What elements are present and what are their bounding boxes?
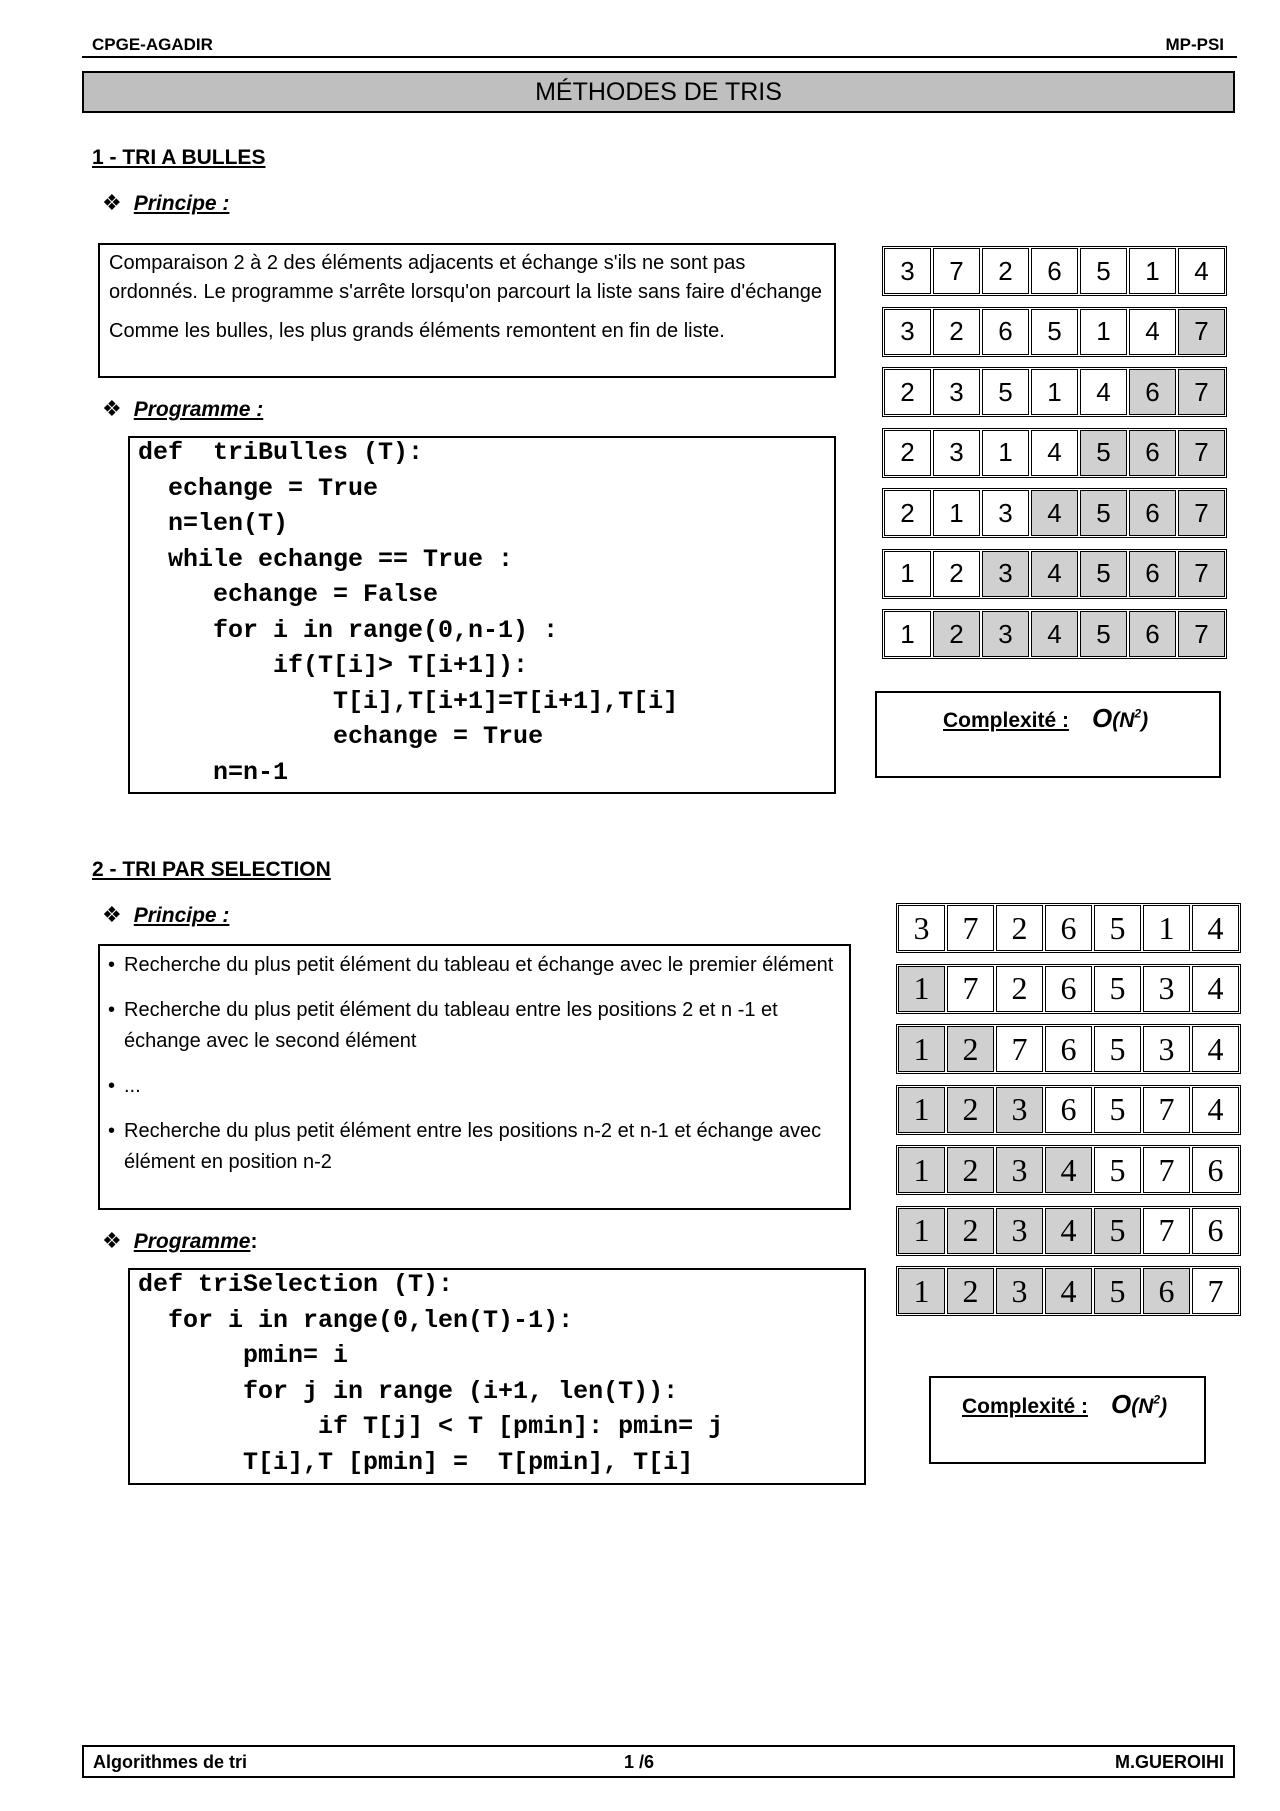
list-item (108, 995, 841, 1057)
array-row (896, 1206, 1241, 1256)
array-cell: 6 (1031, 248, 1078, 294)
array-cell: 2 (884, 430, 931, 476)
bubble-program-label: Programme : (133, 398, 264, 421)
bubble-program-heading (102, 396, 263, 422)
array-cell: 7 (1178, 309, 1225, 355)
array-cell: 2 (996, 966, 1043, 1012)
section-title-bubble: 1 - TRI A BULLES (92, 146, 266, 169)
array-cell: 7 (1178, 490, 1225, 536)
array-cell: 3 (933, 369, 980, 415)
page-title (82, 71, 1235, 113)
footer-course: Algorithmes de tri (93, 1752, 248, 1772)
diamond-bullet-icon: ❖ (102, 396, 122, 421)
array-cell: 3 (884, 248, 931, 294)
array-cell: 7 (996, 1026, 1043, 1072)
array-cell: 6 (1045, 1087, 1092, 1133)
array-cell: 5 (1094, 1026, 1141, 1072)
array-cell: 6 (1129, 430, 1176, 476)
code-line: for j in range (i+1, len(T)): (138, 1376, 679, 1406)
code-line: for i in range(0,n-1) : (138, 615, 559, 645)
array-cell: 5 (1094, 1147, 1141, 1193)
array-cell: 6 (1045, 905, 1092, 951)
array-row (896, 903, 1241, 953)
array-cell: 7 (1178, 611, 1225, 657)
complexity-close: ) (1160, 1395, 1168, 1418)
array-row (882, 307, 1227, 357)
code-line: T[i],T[i+1]=T[i+1],T[i] (138, 686, 679, 716)
array-cell: 4 (1045, 1208, 1092, 1254)
array-cell: 3 (933, 430, 980, 476)
bullet-mark: • (108, 1075, 116, 1097)
complexity-exponent: 2 (1153, 1392, 1161, 1407)
array-cell: 4 (1031, 611, 1078, 657)
array-cell: 2 (933, 551, 980, 597)
array-cell: 7 (1178, 551, 1225, 597)
complexity-label: Complexité : (962, 1395, 1089, 1418)
array-cell: 4 (1178, 248, 1225, 294)
array-cell: 1 (1129, 248, 1176, 294)
array-cell: 7 (1192, 1268, 1239, 1314)
array-row (896, 1024, 1241, 1074)
array-cell: 7 (947, 905, 994, 951)
complexity-close: ) (1141, 709, 1149, 732)
array-cell: 3 (996, 1268, 1043, 1314)
array-cell: 5 (1031, 309, 1078, 355)
array-cell: 4 (1080, 369, 1127, 415)
code-line: echange = False (138, 580, 439, 609)
array-cell: 4 (1129, 309, 1176, 355)
selection-principle-label: Principe : (133, 904, 230, 927)
array-cell: 7 (1178, 369, 1225, 415)
bubble-principle-label: Principe : (133, 192, 230, 215)
array-cell: 5 (1080, 551, 1127, 597)
code-line: n=len(T) (138, 509, 289, 538)
array-cell: 1 (898, 1268, 945, 1314)
complexity-n: (N (1131, 1395, 1154, 1418)
array-cell: 4 (1192, 1087, 1239, 1133)
diamond-bullet-icon: ❖ (102, 902, 122, 927)
code-line: if(T[i]> T[i+1]): (138, 651, 529, 680)
array-cell: 4 (1031, 551, 1078, 597)
array-cell: 1 (898, 1147, 945, 1193)
bullet-text: ... (124, 1075, 141, 1097)
array-row (882, 367, 1227, 417)
footer-author: M.GUEROIHI (1114, 1752, 1224, 1772)
array-cell: 7 (933, 248, 980, 294)
diamond-bullet-icon: ❖ (102, 1228, 122, 1253)
array-cell: 5 (1080, 248, 1127, 294)
array-cell: 4 (1045, 1268, 1092, 1314)
complexity-o: O (1111, 1389, 1132, 1419)
list-item (108, 1116, 841, 1178)
code-line: while echange == True : (138, 544, 514, 574)
code-line: echange = True (138, 722, 544, 751)
code-line: n=n-1 (138, 757, 289, 787)
header-rule (82, 56, 1237, 58)
array-cell: 3 (996, 1087, 1043, 1133)
bubble-complexity-box (875, 691, 1221, 778)
array-cell: 4 (1045, 1147, 1092, 1193)
array-cell: 5 (1080, 430, 1127, 476)
selection-principle-heading (102, 902, 229, 928)
array-cell: 2 (947, 1026, 994, 1072)
array-cell: 7 (1143, 1087, 1190, 1133)
array-row (882, 246, 1227, 296)
array-cell: 3 (898, 905, 945, 951)
bubble-principle-heading (102, 190, 229, 216)
array-cell: 2 (947, 1208, 994, 1254)
array-row (882, 609, 1227, 659)
array-cell: 6 (1129, 551, 1176, 597)
complexity-n: (N (1112, 709, 1135, 732)
array-row (896, 1266, 1241, 1316)
code-line: if T[j] < T [pmin]: pmin= j (138, 1412, 724, 1441)
complexity-exponent: 2 (1134, 706, 1142, 721)
array-cell: 2 (947, 1147, 994, 1193)
array-cell: 6 (1129, 490, 1176, 536)
list-item (108, 950, 841, 981)
array-cell: 1 (1143, 905, 1190, 951)
array-cell: 2 (982, 248, 1029, 294)
complexity-label: Complexité : (943, 709, 1070, 732)
array-row (896, 964, 1241, 1014)
array-cell: 1 (898, 1087, 945, 1133)
array-cell: 1 (982, 430, 1029, 476)
code-line: def triBulles (T): (138, 438, 424, 467)
bubble-principle-text-2: Comme les bulles, les plus grands éléments remontent en fin de liste. (109, 320, 725, 342)
array-cell: 5 (1080, 490, 1127, 536)
array-cell: 7 (1178, 430, 1225, 476)
bubble-code-block (128, 436, 836, 794)
array-cell: 6 (1192, 1147, 1239, 1193)
array-cell: 1 (933, 490, 980, 536)
array-cell: 5 (1094, 905, 1141, 951)
array-row (882, 488, 1227, 538)
array-cell: 1 (1031, 369, 1078, 415)
section-title-selection: 2 - TRI PAR SELECTION (92, 858, 331, 881)
bubble-principle-box (98, 243, 836, 378)
array-cell: 2 (996, 905, 1043, 951)
array-cell: 3 (982, 551, 1029, 597)
array-cell: 3 (1143, 1026, 1190, 1072)
array-cell: 3 (884, 309, 931, 355)
array-cell: 1 (898, 1208, 945, 1254)
selection-program-heading (102, 1228, 257, 1254)
array-cell: 2 (933, 611, 980, 657)
array-cell: 4 (1031, 430, 1078, 476)
bullet-text: Recherche du plus petit élément entre les positions n-2 et n-1 et échange avec élément en position n-2 (124, 1120, 822, 1173)
array-cell: 6 (982, 309, 1029, 355)
array-cell: 1 (884, 551, 931, 597)
bullet-mark: • (108, 1120, 116, 1142)
array-cell: 2 (947, 1087, 994, 1133)
array-cell: 2 (947, 1268, 994, 1314)
array-cell: 7 (1143, 1147, 1190, 1193)
array-cell: 5 (1094, 1208, 1141, 1254)
array-row (896, 1145, 1241, 1195)
bullet-mark: • (108, 954, 116, 976)
code-line: for i in range(0,len(T)-1): (138, 1305, 574, 1335)
array-cell: 5 (1094, 966, 1141, 1012)
array-cell: 1 (898, 966, 945, 1012)
array-cell: 3 (996, 1147, 1043, 1193)
array-cell: 5 (1080, 611, 1127, 657)
array-cell: 3 (982, 611, 1029, 657)
bubble-principle-text-1: Comparaison 2 à 2 des éléments adjacents et échange s'ils ne sont pas ordonnés. Le programme s'arrête lorsqu'on parcourt la liste sans faire d'échange (109, 252, 822, 303)
page-title-text: MÉTHODES DE TRIS (535, 78, 782, 106)
footer-page-number: 1 /6 (624, 1752, 655, 1772)
array-cell: 6 (1192, 1208, 1239, 1254)
array-cell: 7 (947, 966, 994, 1012)
array-cell: 6 (1143, 1268, 1190, 1314)
array-cell: 1 (898, 1026, 945, 1072)
bullet-text: Recherche du plus petit élément du tableau et échange avec le premier élément (124, 954, 834, 976)
array-cell: 1 (1080, 309, 1127, 355)
array-cell: 7 (1143, 1208, 1190, 1254)
selection-principle-box (98, 944, 851, 1210)
array-row (882, 549, 1227, 599)
selection-complexity-box (929, 1376, 1206, 1464)
array-cell: 4 (1192, 966, 1239, 1012)
list-item (108, 1071, 841, 1102)
complexity-value (1111, 1389, 1167, 1420)
array-cell: 3 (1143, 966, 1190, 1012)
bullet-mark: • (108, 999, 116, 1021)
complexity-value (1092, 703, 1148, 734)
array-cell: 5 (1094, 1268, 1141, 1314)
array-cell: 4 (1031, 490, 1078, 536)
array-cell: 5 (982, 369, 1029, 415)
diamond-bullet-icon: ❖ (102, 190, 122, 215)
complexity-o: O (1092, 703, 1113, 733)
header-class: MP-PSI (1165, 35, 1224, 54)
header-school: CPGE-AGADIR (92, 35, 213, 54)
code-line: def triSelection (T): (138, 1270, 454, 1299)
selection-program-label: Programme (133, 1230, 251, 1253)
array-cell: 3 (996, 1208, 1043, 1254)
array-cell: 3 (982, 490, 1029, 536)
array-row (882, 428, 1227, 478)
selection-program-colon: : (250, 1230, 258, 1253)
array-cell: 4 (1192, 905, 1239, 951)
page-footer (82, 1745, 1235, 1778)
code-line: pmin= i (138, 1341, 349, 1370)
array-cell: 6 (1045, 966, 1092, 1012)
array-cell: 1 (884, 611, 931, 657)
array-cell: 4 (1192, 1026, 1239, 1072)
bullet-text: Recherche du plus petit élément du tableau entre les positions 2 et n -1 et échange avec le second élément (124, 999, 778, 1052)
code-line: echange = True (138, 473, 379, 503)
array-row (896, 1085, 1241, 1135)
array-cell: 2 (933, 309, 980, 355)
selection-code-block (128, 1268, 866, 1485)
array-cell: 2 (884, 490, 931, 536)
array-cell: 6 (1129, 611, 1176, 657)
code-line: T[i],T [pmin] = T[pmin], T[i] (138, 1447, 694, 1477)
array-cell: 2 (884, 369, 931, 415)
array-cell: 6 (1129, 369, 1176, 415)
array-cell: 6 (1045, 1026, 1092, 1072)
array-cell: 5 (1094, 1087, 1141, 1133)
